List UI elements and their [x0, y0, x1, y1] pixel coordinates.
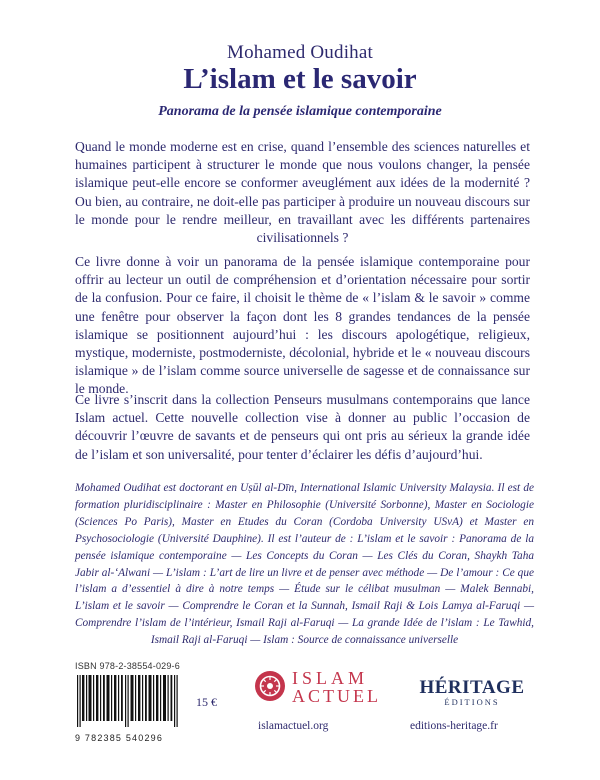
islam-actuel-badge-icon: [254, 670, 286, 702]
heritage-name: HÉRITAGE: [419, 677, 525, 698]
islam-actuel-logo: [246, 668, 386, 708]
blurb-paragraph-1: Quand le monde moderne est en crise, quand l’ensemble des sciences naturelles et humaines participent à structurer le monde que nous voulons changer, la pensée islamique peut-elle encore se conformer aveuglément aux idées de la modernité ? Ou bien, au contraire, ne doit-elle pas participer à produire un nouveau discours sur le monde pour le rendre meilleur, en travaillant avec les différents partenaires civilisationnels ?: [75, 139, 530, 246]
islam-actuel-word-1: ISLAM: [292, 668, 369, 688]
book-subtitle: Panorama de la pensée islamique contemporaine: [158, 104, 442, 119]
price-label: 15 €: [196, 695, 217, 709]
book-title: L’islam et le savoir: [183, 63, 417, 95]
islam-actuel-word-2: ACTUEL: [292, 686, 381, 706]
barcode-digits: 9 782385 540296: [75, 733, 164, 743]
isbn-text: ISBN 978-2-38554-029-6: [75, 661, 180, 671]
author-name: Mohamed Oudihat: [226, 42, 373, 63]
author-bio: Mohamed Oudihat est doctorant en Uṣūl al-Dīn, International Islamic University Malaysia. Il est de formation pluridisciplinaire : Master en Philosophie (Université Sorbonne), Master en Sociologie (Sciences Po Paris), Master en Etudes du Coran (Cordoba University USvA) et Master en Psychosociologie (Université Dauphine). Il est l’auteur de : L’islam et le savoir : Panorama de la pensée islamique contemporaine — Les Concepts du Coran — Les Clés du Coran, Shaykh Taha Jabir al-‘Alwani — L’islam : L’art de lire un livre et de penser avec méthode — De l’amour : Ce que l’islam a d’essentiel à dire à notre temps — Étude sur le célibat musulman — Malek Bennabi, L’islam et le savoir — Comprendre le Coran et la Sunnah, Ismail Raji & Lois Lamya al-Faruqi — Comprendre l’islam de l’intérieur, Ismail Raji al-Faruqi — La grande Idée de l’islam : Le Tawhid, Ismail Raji al-Faruqi — Islam : Source de connaissance universelle: [75, 482, 534, 647]
heritage-subtitle: ÉDITIONS: [444, 697, 500, 707]
heritage-logo: [412, 677, 532, 707]
barcode-block: [75, 661, 185, 743]
blurb-paragraph-2: Ce livre donne à voir un panorama de la pensée islamique contemporaine pour offrir au lecteur un outil de compréhension et d’orientation nécessaire pour sortir de la confusion. Pour ce faire, il choisit le thème de « l’islam & le savoir » comme une fenêtre pour observer la façon dont les 8 grandes tendances de la pensée islamique se positionnent aujourd’hui : les discours apologétique, religieux, mystique, moderniste, postmoderniste, décolonial, hybride et le « nouveau discours islamique » de l’islam comme source universelle de sagesse et de connaissance sur le monde.: [75, 254, 530, 397]
heritage-url: editions-heritage.fr: [410, 720, 498, 732]
blurb-paragraph-3: Ce livre s’inscrit dans la collection Penseurs musulmans contemporains que lance Islam actuel. Cette nouvelle collection vise à donner au public l’occasion de découvrir l’œuvre de savants et de penseurs qui ont pris au sérieux la grande idée de l’islam et son universalité, pour tenter d’éclairer les défis d’aujourd’hui.: [75, 392, 530, 462]
islam-actuel-url: islamactuel.org: [258, 720, 329, 732]
barcode-icon: [75, 675, 180, 727]
